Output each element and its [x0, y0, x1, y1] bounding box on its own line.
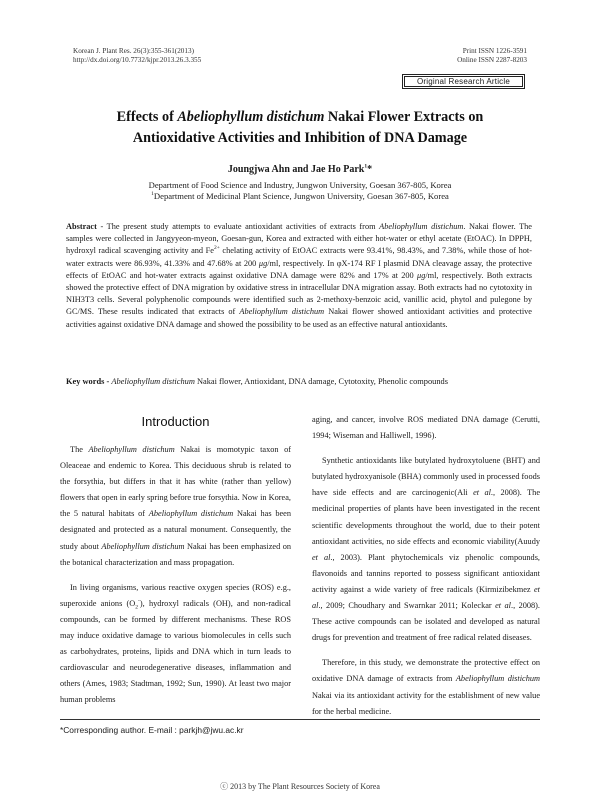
text: Nakai via its antioxidant activity for the establishment of new value for the herbal medicine. [312, 690, 540, 716]
abstract-text: - The present study attempts to evaluate antioxidant activities of extracts from [96, 222, 380, 231]
journal-header-left [73, 47, 201, 65]
citation-etal: et al [473, 488, 491, 498]
abstract-text: . Nakai flower. The samples were collected in Jangyyeon-myeon, Goesan-gun, Korea and extracted with either hot-water or ethyl acetate (EtOAC). In DPPH, hydroxyl radical scavenging activity and Fe [66, 222, 532, 256]
keywords [66, 376, 532, 388]
text: aging, and cancer, involve ROS mediated DNA damage (Cerutti, 1994; Wiseman and Halliwell, 1996). [312, 415, 540, 441]
paragraph [312, 412, 540, 444]
corresponding-mark: * [367, 164, 373, 175]
text: The [70, 445, 89, 454]
title-text: Effects of [116, 109, 178, 125]
superscript: 2+ [213, 245, 220, 252]
species-name: Abeliophyllum distichum [101, 541, 185, 551]
right-column [312, 412, 540, 720]
citation-etal: et al [312, 584, 540, 611]
abstract [66, 221, 532, 331]
print-issn: Print ISSN 1226-3591 [462, 47, 527, 55]
badge-inner-border [404, 76, 523, 87]
title-line-1 [60, 107, 540, 128]
paragraph [312, 453, 540, 646]
footnote-divider [60, 719, 540, 720]
text: ., 2008). The medicinal properties of plants have been investigated in the recent scientific developments throughout the world, due to their potent antioxidant activities, no side effects and economic viability(Auudy [312, 488, 540, 546]
species-name: Abeliophyllum distichum [88, 445, 175, 454]
affiliation-mark: 1 [151, 191, 154, 198]
abstract-text: /ml, respectively. In φX-174 RF I plasmid DNA cleavage assay, the protective effects of EtOAC and hot-water extracts against oxidative DNA damage were 82% and 17% at 200 [66, 258, 532, 280]
text: ., 2009; Choudhary and Swarnkar 2011; Koleckar [318, 601, 496, 611]
author-list [60, 164, 540, 176]
text: ., 2003). Plant phytochemicals viz phenolic compounds, flavonoids and tannins reported to possess significant antioxidant activity against a wide variety of free radicals (Kirmizibekmez [312, 552, 541, 594]
copyright-footer: ⓒ 2013 by The Plant Resources Society of Korea [220, 782, 380, 791]
text: Synthetic antioxidants like butylated hydroxytoluene (BHT) and butylated hydroxyanisole (BHA) commonly used in processed foods have side effects and are carcinogenic(Ali [312, 456, 540, 498]
species-name: Abeliophyllum distichum [148, 509, 234, 519]
section-heading-introduction: Introduction [141, 414, 210, 429]
text: Nakai is momotypic taxon of Oleaceae and endemic to Korea. This deciduous shrub is related to the forsythia, but differs in that it has white (rather than yellow) flowers that open in early spring before true forsythia. Now in Korea, the 5 natural habitats of [60, 445, 291, 519]
abstract-text: /ml, respectively. Both extracts showed the protective effect of DNA migration by oxidative stress in intracellular DNA migration assay. Both extracts had no cytotoxity in NIH3T3 cells. Several polyphenolic compounds were identified such as 2-methoxy-benzoic acid, vanillic acid, phytol and pulegone by GC/MS. These results indicated that extracts of [66, 270, 532, 317]
paragraph [60, 580, 291, 709]
text: In living organisms, various reactive oxygen species (ROS) e.g., superoxide anions (O [60, 582, 291, 608]
species-name: Abeliophyllum distichum [239, 307, 325, 317]
paper-title [60, 107, 540, 149]
affiliation-1: Department of Food Science and Industry, Jungwon University, Goesan 367-805, Korea [148, 180, 452, 190]
unit: μg [417, 270, 426, 280]
author-affiliation-mark: 1 [364, 163, 368, 170]
journal-header-right [457, 47, 527, 65]
citation-etal: et al [312, 552, 331, 562]
journal-reference: Korean J. Plant Res. 26(3):355-361(2013) [73, 47, 194, 55]
article-type-badge [402, 74, 525, 89]
species-name: Abeliophyllum distichum [455, 674, 540, 684]
text: ., 2008). These active compounds can be isolated and developed as natural drugs for prevention and treatment of free radical related diseases. [312, 601, 541, 643]
species-name: Abeliophyllum distichum [111, 377, 195, 386]
title-species: Abeliophyllum distichum [177, 109, 325, 125]
affiliation-text: Department of Medicinal Plant Science, Jungwon University, Goesan 367-805, Korea [153, 191, 449, 201]
article-type-label: Original Research Article [416, 77, 511, 86]
text: ), hydroxyl radicals (OH), and non-radical compounds, can be formed by different mechanisms. These ROS may induce oxidative damage to various biomolecules in cells such as carbohydrates, proteins, lipids and DNA which in turn leads to cardiovascular and neurodegenerative diseases, inflammation and others (Ames, 1983; Stadtman, 1992; Sun, 1990). At least two major human problems [60, 598, 291, 705]
keywords-text: Nakai flower, Antioxidant, DNA damage, Cytotoxity, Phenolic compounds [194, 377, 448, 386]
citation-etal: et al [495, 601, 511, 611]
abstract-text: chelating activity of EtOAC extracts were 93.41%, 98.43%, and 7.38%, while those of hot-water extracts were 86.93%, 41.33% and 47.68% at 200 [66, 246, 532, 268]
author-names: Joungjwa Ahn and Jae Ho Park [227, 164, 365, 175]
affiliation-2 [60, 191, 540, 202]
text: Nakai has been designated and protected as a natural monument. Consequently, the study about [60, 509, 291, 551]
unit: μg [258, 258, 268, 268]
paragraph [312, 655, 540, 719]
paragraph [60, 442, 291, 571]
title-line-2: Antioxidative Activities and Inhibition of DNA Damage [132, 130, 468, 146]
text: Nakai has been emphasized on the botanical characterization and mass propagation. [60, 541, 292, 567]
species-name: Abeliophyllum distichum [379, 222, 464, 231]
abstract-text: Nakai flower showed antioxidant activities and protective activities against oxidative DNA damage and showed the possibility to be used as an effective natural antioxidants. [66, 307, 532, 329]
subscript: 2 [135, 604, 139, 611]
affiliations [60, 180, 540, 202]
abstract-label: Abstract [66, 222, 97, 231]
left-column [60, 442, 291, 709]
title-text: Nakai Flower Extracts on [324, 109, 484, 125]
doi-link[interactable]: http://dx.doi.org/10.7732/kjpr.2013.26.3.355 [73, 56, 202, 64]
text: Therefore, in this study, we demonstrate the protective effect on oxidative DNA damage of extracts from [312, 658, 540, 684]
superscript: - [138, 598, 140, 605]
online-issn: Online ISSN 2287-8203 [457, 56, 527, 64]
corresponding-author-footnote: *Corresponding author. E-mail : parkjh@jwu.ac.kr [60, 725, 244, 735]
keywords-label: Key words - [66, 377, 112, 386]
